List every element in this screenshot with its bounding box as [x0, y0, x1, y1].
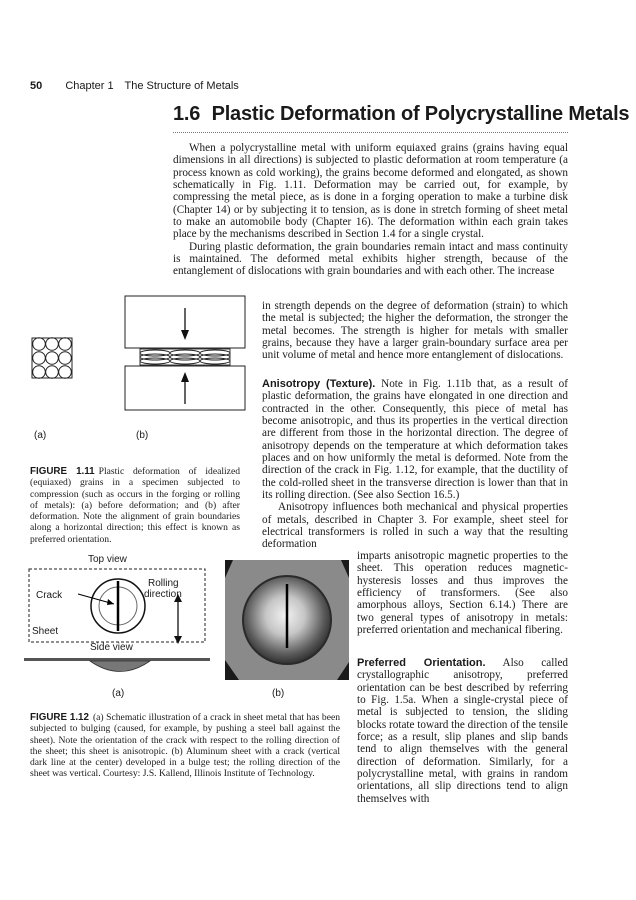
equiaxed-grains	[32, 338, 72, 379]
direction-label: direction	[144, 589, 182, 600]
figure-1-11-caption	[30, 466, 240, 545]
figure-1-12-caption-text: (a) Schematic illustration of a crack in sheet metal that has been subjected to bulging (caused, for example, by pushing a steel ball against the sheet). Note the orientation of the crack with respect to the rolling direction of the sheet; this sheet is anisotropic. (b) Aluminum sheet with a crack (vertical dark line at the center) developed in a bulge test; the rolling direction of the sheet was vertical. Courtesy: J.S. Kallend, Illinois Institute of Technology.	[30, 712, 341, 780]
heading-rule	[173, 132, 568, 133]
anisotropy-paragraph-1: Note in Fig. 1.11b that, as a result of plastic deformation, the grains have elongated in one direction and contracted in the other. Consequently, this piece of metal has become anisotropic, and thus its properties in the vertical direction are different from those in the horizontal direction. The degree of anisotropy depends on the temperature at which deformation takes places and on how uniformly the metal is deformed. Note from the direction of the crack in Fig. 1.12, for example, that the ductility of the cold-rolled sheet in the transverse direction is lower than that in its rolling direction. (See also Section 16.5.)	[262, 378, 568, 502]
fig-1-12-label-b: (b)	[272, 688, 285, 699]
sheet-label: Sheet	[32, 626, 59, 637]
fig-1-11-label-b: (b)	[136, 430, 149, 441]
paragraph-2: During plastic deformation, the grain boundaries remain intact and mass continuity is maintained. The deformed metal exhibits higher strength, because of the entanglement of dislocations with grain boundaries and with each other. The increase	[173, 240, 568, 278]
figure-1-12-caption	[30, 712, 340, 780]
anisotropy-heading: Anisotropy (Texture).	[262, 378, 376, 390]
side-view-sheet	[24, 658, 210, 661]
page-number: 50	[30, 80, 43, 92]
section-title: Plastic Deformation of Polycrystalline Metals	[211, 103, 630, 125]
paragraph-2-continued: in strength depends on the degree of deformation (strain) to which the metal is subjected; the higher the deformation, the stronger the metal becomes. The strength is higher for metals with smaller grains, because they have a larger grain-boundary surface area per unit volume of metal and hence more entanglement of dislocations.	[262, 300, 568, 362]
top-view-label: Top view	[88, 554, 127, 565]
preferred-orientation-section	[357, 657, 568, 805]
side-view-label: Side view	[90, 642, 133, 653]
flattened-grains	[140, 349, 230, 365]
anisotropy-section	[262, 378, 568, 551]
chapter-number: Chapter 1	[65, 80, 114, 92]
crack-label: Crack	[36, 590, 63, 601]
section-heading	[173, 103, 629, 126]
aluminum-sheet-photo	[225, 560, 349, 680]
preferred-orientation-paragraph: Also called crystallographic anisotropy, preferred orientation can be best described by referring to Fig. 1.5a. When a single-crystal piece of metal is subjected to tension, the sliding blocks rotate toward the direction of the tensile force; as a result, slip planes and slip bands tend to align themselves with the general direction of deformation. Similarly, for a polycrystalline metal, with grains in random orientations, all slip directions tend to align themselves with	[357, 657, 569, 805]
figure-1-11-caption-text: Plastic deformation of idealized (equiaxed) grains in a specimen subjected to compression (such as occurs in the forging or rolling of metals): (a) before deformation; and (b) after deformation. Note the alignment of grain boundaries along a horizontal direction; this effect is known as preferred orientation.	[30, 466, 240, 545]
chapter-title: The Structure of Metals	[124, 80, 239, 92]
section-number: 1.6	[173, 103, 201, 125]
running-header	[30, 80, 239, 92]
side-view-bulge	[90, 661, 150, 672]
figure-1-12-caption-label: FIGURE 1.12	[30, 712, 89, 723]
figure-1-11-drawing	[30, 294, 255, 414]
preferred-orientation-heading: Preferred Orientation.	[357, 657, 486, 669]
fig-1-12-label-a: (a)	[112, 688, 125, 699]
anisotropy-paragraph-2a: Anisotropy influences both mechanical and physical properties of metals, described in Chapter 3. For example, sheet steel for electrical transformers is rolled in such a way that the resulting deformation	[262, 501, 568, 551]
paragraph-1: When a polycrystalline metal with uniform equiaxed grains (grains having equal dimensions in all directions) is subjected to plastic deformation at room temperature (a process known as cold working), the grains become deformed and elongated, as shown schematically in Fig. 1.11. Deformation may be carried out, for example, by compressing the metal piece, as is done in a forging operation to make a turbine disk (Chapter 14) or by subjecting it to tension, as is done in stretch forming of sheet metal to make an automobile body (Chapter 16). The deformation within each grain takes place by the mechanisms described in Section 1.4 for a single crystal.	[173, 142, 568, 241]
fig-1-11-label-a: (a)	[34, 430, 47, 441]
figure-1-11-caption-label: FIGURE 1.11	[30, 466, 95, 477]
intro-paragraphs	[173, 142, 568, 278]
rolling-label: Rolling	[148, 578, 179, 589]
anisotropy-paragraph-2b: imparts anisotropic magnetic properties to the sheet. This operation reduces magnetic-hysteresis losses and thus improves the efficiency of transformers. (See also amorphous alloys, Section 6.14.) There are two general types of anisotropy in metals: preferred orientation and mechanical fibering.	[357, 550, 568, 637]
